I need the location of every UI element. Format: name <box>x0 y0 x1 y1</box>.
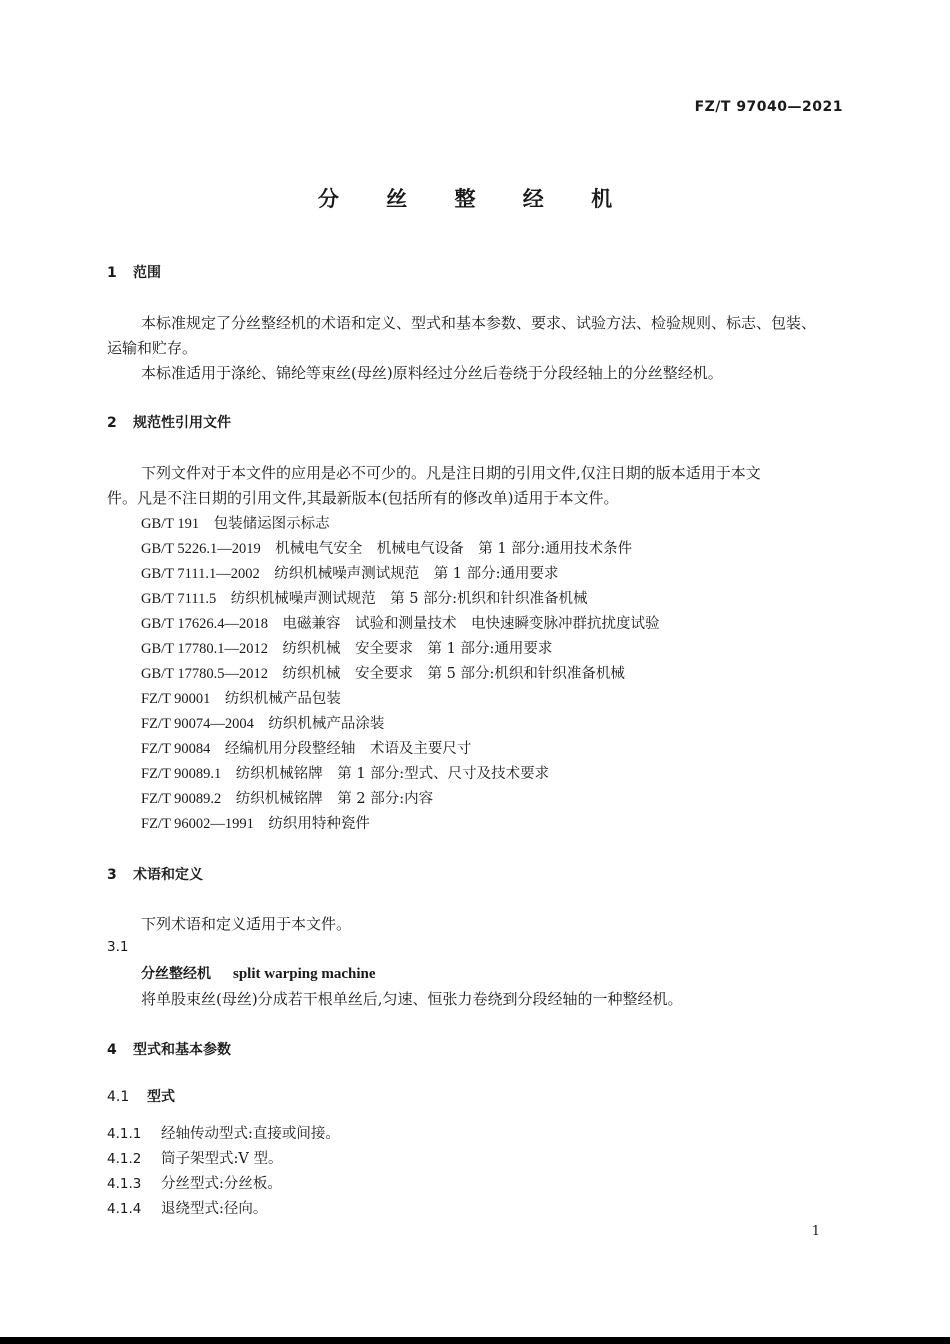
section-2-heading <box>107 412 231 432</box>
section-number: 3 <box>107 867 117 883</box>
reference-item: FZ/T 90084 经编机用分段整经轴 术语及主要尺寸 <box>141 741 472 757</box>
section-title: 范围 <box>133 265 161 281</box>
standard-code: FZ/T 97040—2021 <box>694 99 843 115</box>
section-title: 术语和定义 <box>133 867 203 883</box>
term-chinese: 分丝整经机 <box>141 966 211 982</box>
reference-item: FZ/T 90089.2 纺织机械铭牌 第 2 部分:内容 <box>141 791 434 807</box>
section-number: 2 <box>107 415 117 431</box>
document-title: 分 丝 整 经 机 <box>317 187 633 211</box>
section-3-intro: 下列术语和定义适用于本文件。 <box>141 915 352 933</box>
reference-item: GB/T 17626.4—2018 电磁兼容 试验和测量技术 电快速瞬变脉冲群抗扰度试验 <box>141 616 660 632</box>
reference-item: FZ/T 90089.1 纺织机械铭牌 第 1 部分:型式、尺寸及技术要求 <box>141 766 550 782</box>
subsection-title: 型式 <box>147 1089 175 1105</box>
term-heading <box>141 963 376 983</box>
subsection-4-1-heading <box>107 1086 175 1106</box>
subsection-number: 4.1 <box>107 1089 130 1105</box>
clause-item: 4.1.4 退绕型式:径向。 <box>107 1201 268 1217</box>
section-3-heading <box>107 864 203 884</box>
section-number: 1 <box>107 265 117 281</box>
clause-item: 4.1.2 筒子架型式:V 型。 <box>107 1151 283 1167</box>
clause-item: 4.1.1 经轴传动型式:直接或间接。 <box>107 1126 340 1142</box>
section-title: 规范性引用文件 <box>133 415 231 431</box>
section-1-para-1-line-1: 本标准规定了分丝整经机的术语和定义、型式和基本参数、要求、试验方法、检验规则、标志、包装、 <box>141 314 817 332</box>
section-2-intro-line-1: 下列文件对于本文件的应用是必不可少的。凡是注日期的引用文件,仅注日期的版本适用于本文 <box>141 464 761 482</box>
section-2-intro-line-2: 件。凡是不注日期的引用文件,其最新版本(包括所有的修改单)适用于本文件。 <box>107 489 619 507</box>
section-title: 型式和基本参数 <box>133 1042 231 1058</box>
clause-item: 4.1.3 分丝型式:分丝板。 <box>107 1176 282 1192</box>
term-definition: 将单股束丝(母丝)分成若干根单丝后,匀速、恒张力卷绕到分段经轴的一种整经机。 <box>141 990 683 1008</box>
reference-item: GB/T 7111.5 纺织机械噪声测试规范 第 5 部分:机织和针织准备机械 <box>141 591 588 607</box>
reference-item: GB/T 5226.1—2019 机械电气安全 机械电气设备 第 1 部分:通用技术条件 <box>141 541 633 557</box>
section-1-heading <box>107 262 161 282</box>
reference-item: FZ/T 96002—1991 纺织用特种瓷件 <box>141 816 370 832</box>
reference-item: GB/T 191 包装储运图示标志 <box>141 516 330 532</box>
term-number: 3.1 <box>107 939 129 955</box>
section-4-heading <box>107 1039 231 1059</box>
section-1-para-2: 本标准适用于涤纶、锦纶等束丝(母丝)原料经过分丝后卷绕于分段经轴上的分丝整经机。 <box>141 364 723 382</box>
reference-item: GB/T 7111.1—2002 纺织机械噪声测试规范 第 1 部分:通用要求 <box>141 566 559 582</box>
page-number: 1 <box>811 1224 820 1239</box>
reference-item: FZ/T 90001 纺织机械产品包装 <box>141 691 341 707</box>
section-number: 4 <box>107 1042 117 1058</box>
section-1-para-1-line-2: 运输和贮存。 <box>107 339 198 357</box>
reference-item: FZ/T 90074—2004 纺织机械产品涂装 <box>141 716 385 732</box>
reference-item: GB/T 17780.1—2012 纺织机械 安全要求 第 1 部分:通用要求 <box>141 641 553 657</box>
bottom-bar <box>0 1337 950 1344</box>
reference-item: GB/T 17780.5—2012 纺织机械 安全要求 第 5 部分:机织和针织准备机械 <box>141 666 625 682</box>
term-english: split warping machine <box>233 966 376 982</box>
